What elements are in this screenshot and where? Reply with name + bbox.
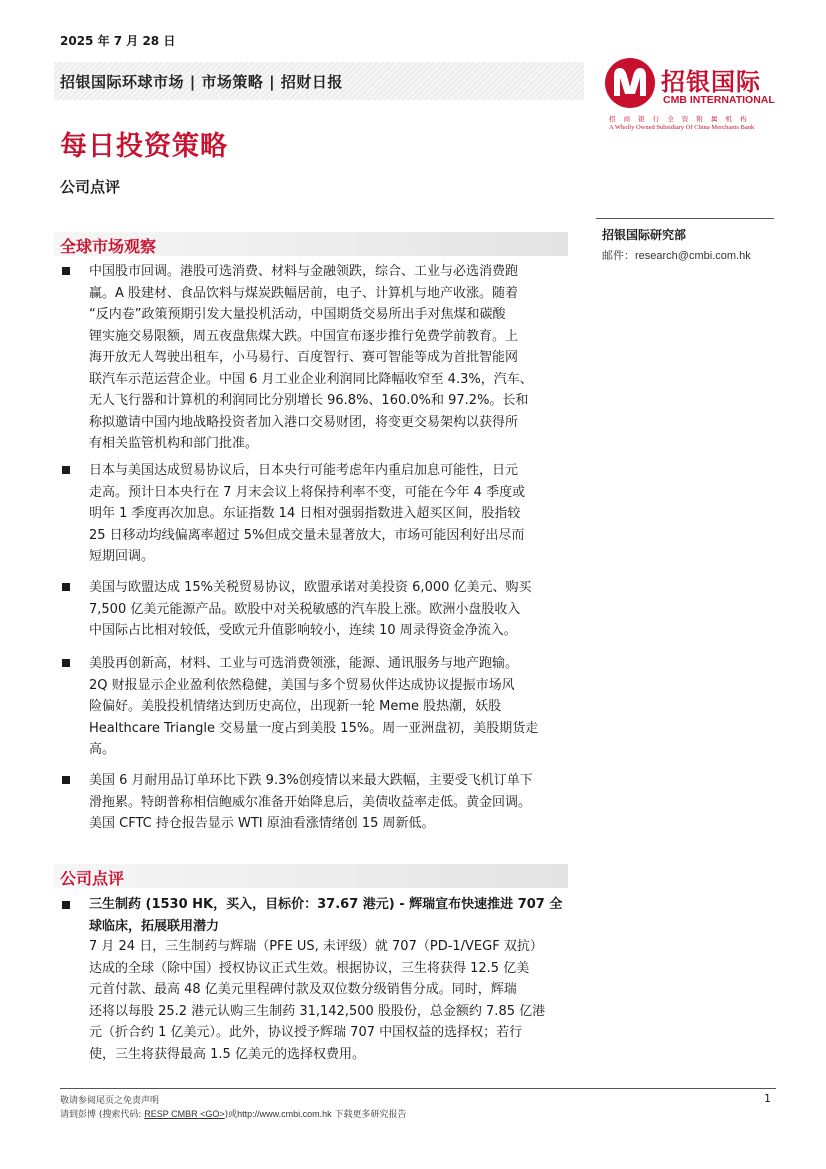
text-line: 锂实施交易限额，周五夜盘焦煤大跌。中国宣布逐步推行免费学前教育。上 — [89, 328, 519, 344]
section-bar-company — [54, 864, 568, 888]
text-line: 称拟邀请中国内地战略投资者加入港口交易财团，将变更交易架构以获得所 — [89, 414, 519, 430]
text-line: 走高。预计日本央行在 7 月末会议上将保持利率不变，可能在今年 4 季度或 — [89, 484, 526, 500]
text-line: 球临床，拓展联用潜力 — [89, 918, 220, 934]
website-link[interactable]: http://www.cmbi.com.hk — [237, 1109, 332, 1119]
text-line: 元首付款、最高 48 亿美元里程碑付款及双位数分级销售分成。同时，辉瑞 — [89, 982, 517, 997]
sidebar-divider — [596, 218, 774, 219]
text-line: 中国股市回调。港股可选消费、材料与金融领跌，综合、工业与必选消费跑 — [89, 264, 519, 279]
logo-chinese-name: 招银国际 — [661, 67, 761, 96]
text-line: 还将以每股 25.2 港元认购三生制药 31,142,500 股股份，总金额约 7.85 亿港 — [89, 1003, 546, 1019]
text-line: 达成的全球（除中国）授权协议正式生效。根据协议，三生将获得 12.5 亿美 — [89, 960, 530, 976]
market-paragraph-us-macro — [89, 770, 564, 835]
text-line: 海开放无人驾驶出租车，小马易行、百度智行、赛可智能等成为首批智能网 — [89, 350, 519, 365]
text-line: 美国 6 月耐用品订单环比下跌 9.3%创疫情以来最大跌幅，主要受飞机订单下 — [89, 773, 533, 788]
text-line: 明年 1 季度再次加息。东证指数 14 日相对强弱指数进入超买区间，股指较 — [89, 506, 521, 521]
text-line: 中国际占比相对较低，受欧元升值影响较小，连续 10 周录得资金净流入。 — [89, 623, 517, 638]
research-department: 招银国际研究部 — [602, 228, 687, 242]
cmb-logo-icon — [603, 56, 657, 110]
text-line: 无人飞行器和计算机的利润同比分别增长 96.8%、160.0%和 97.2%。长和 — [89, 393, 529, 408]
page-subtitle: 公司点评 — [60, 178, 121, 196]
market-paragraph-us-stocks — [89, 653, 564, 761]
text-line: 元（折合约 1 亿美元）。此外，协议授予辉瑞 707 中国权益的选择权；若行 — [89, 1025, 523, 1040]
text-line: 三生制药 (1530 HK，买入，目标价：37.67 港元) - 辉瑞宣布快速推进 707 全 — [89, 897, 563, 912]
text-line: 2Q 财报显示企业盈利依然稳健，美国与多个贸易伙伴达成协议提振市场风 — [89, 677, 515, 693]
disclaimer-note: 敬请参阅尾页之免责声明 — [60, 1096, 160, 1106]
text-line: 滑拖累。特朗普称相信鲍威尔准备开始降息后，美债收益率走低。黄金回调。 — [89, 794, 532, 810]
company-body — [89, 936, 564, 1065]
page-number: 1 — [764, 1092, 771, 1105]
logo-english-name: CMB INTERNATIONAL — [663, 94, 775, 106]
logo-subtitle-english: A Wholly Owned Subsidiary Of China Merchants Bank — [609, 124, 755, 131]
text-line: “反内卷”政策预期引发大量投机活动，中国期货交易所出手对焦煤和碳酸 — [89, 307, 506, 322]
logo-subtitle-chinese: 招 商 银 行 全 资 附 属 机 构 — [609, 115, 750, 123]
market-paragraph-japan — [89, 460, 564, 568]
email-label: 邮件： — [602, 250, 635, 262]
bullet-icon — [62, 776, 70, 784]
text-line: 使，三生将获得最高 1.5 亿美元的选择权费用。 — [89, 1046, 365, 1062]
market-paragraph-china — [89, 261, 564, 455]
bullet-icon — [62, 659, 70, 667]
section-title-global-market: 全球市场观察 — [60, 237, 157, 256]
text-line: 7 月 24 日，三生制药与辉瑞（PFE US, 未评级）就 707（PD-1/VEGF 双抗） — [89, 939, 543, 954]
text-line: 美股再创新高，材料、工业与可选消费领涨，能源、通讯服务与地产跑输。 — [89, 656, 519, 671]
text-line: 25 日移动均线偏离率超过 5%但成交量未显著放大，市场可能因利好出尽而 — [89, 527, 525, 543]
page-title: 每日投资策略 — [60, 131, 228, 162]
text-line: 险偏好。美股投机情绪达到历史高位，出现新一轮 Meme 股热潮，妖股 — [89, 699, 502, 714]
market-paragraph-europe — [89, 577, 564, 642]
text-line: 美国与欧盟达成 15%关税贸易协议，欧盟承诺对美投资 6,000 亿美元、购买 — [89, 580, 532, 595]
text-line: 联汽车示范运营企业。中国 6 月工业企业利润同比降幅收窄至 4.3%，汽车、 — [89, 371, 533, 387]
cmb-international-logo — [603, 56, 803, 136]
footer-divider — [60, 1088, 776, 1089]
section-title-company-review: 公司点评 — [60, 869, 125, 888]
company-headline — [89, 894, 564, 937]
email-address: research@cmbi.com.hk — [635, 250, 751, 262]
bullet-icon — [62, 583, 70, 591]
breadcrumb: 招银国际环球市场 | 市场策略 | 招财日报 — [60, 73, 343, 91]
footer-text: 请到彭博 (搜索代码: — [60, 1110, 145, 1120]
text-line: 有相关监管机构和部门批准。 — [89, 436, 259, 451]
text-line: 7,500 亿美元能源产品。欧股中对关税敏感的汽车股上涨。欧洲小盘股收入 — [89, 601, 521, 617]
report-date: 2025 年 7 月 28 日 — [60, 34, 176, 48]
text-line: 日本与美国达成贸易协议后，日本央行可能考虑年内重启加息可能性，日元 — [89, 463, 519, 478]
bullet-icon — [62, 267, 70, 275]
bullet-icon — [62, 466, 70, 474]
contact-email — [602, 247, 751, 263]
text-line: 美国 CFTC 持仓报告显示 WTI 原油看涨情绪创 15 周新低。 — [89, 816, 435, 831]
text-line: 赢。A 股建材、食品饮料与煤炭跌幅居前，电子、计算机与地产收涨。随着 — [89, 285, 519, 301]
footer-visit-note — [60, 1107, 407, 1120]
text-line: 短期回调。 — [89, 549, 155, 564]
footer-text: 下载更多研究报告 — [331, 1110, 407, 1120]
bullet-icon — [62, 901, 70, 909]
text-line: Healthcare Triangle 交易量一度占到美股 15%。周一亚洲盘初，美股期货走 — [89, 720, 539, 736]
text-line: 高。 — [89, 742, 116, 757]
bloomberg-code-link[interactable]: RESP CMBR <GO> — [144, 1109, 225, 1119]
footer-text: )或 — [224, 1110, 238, 1120]
